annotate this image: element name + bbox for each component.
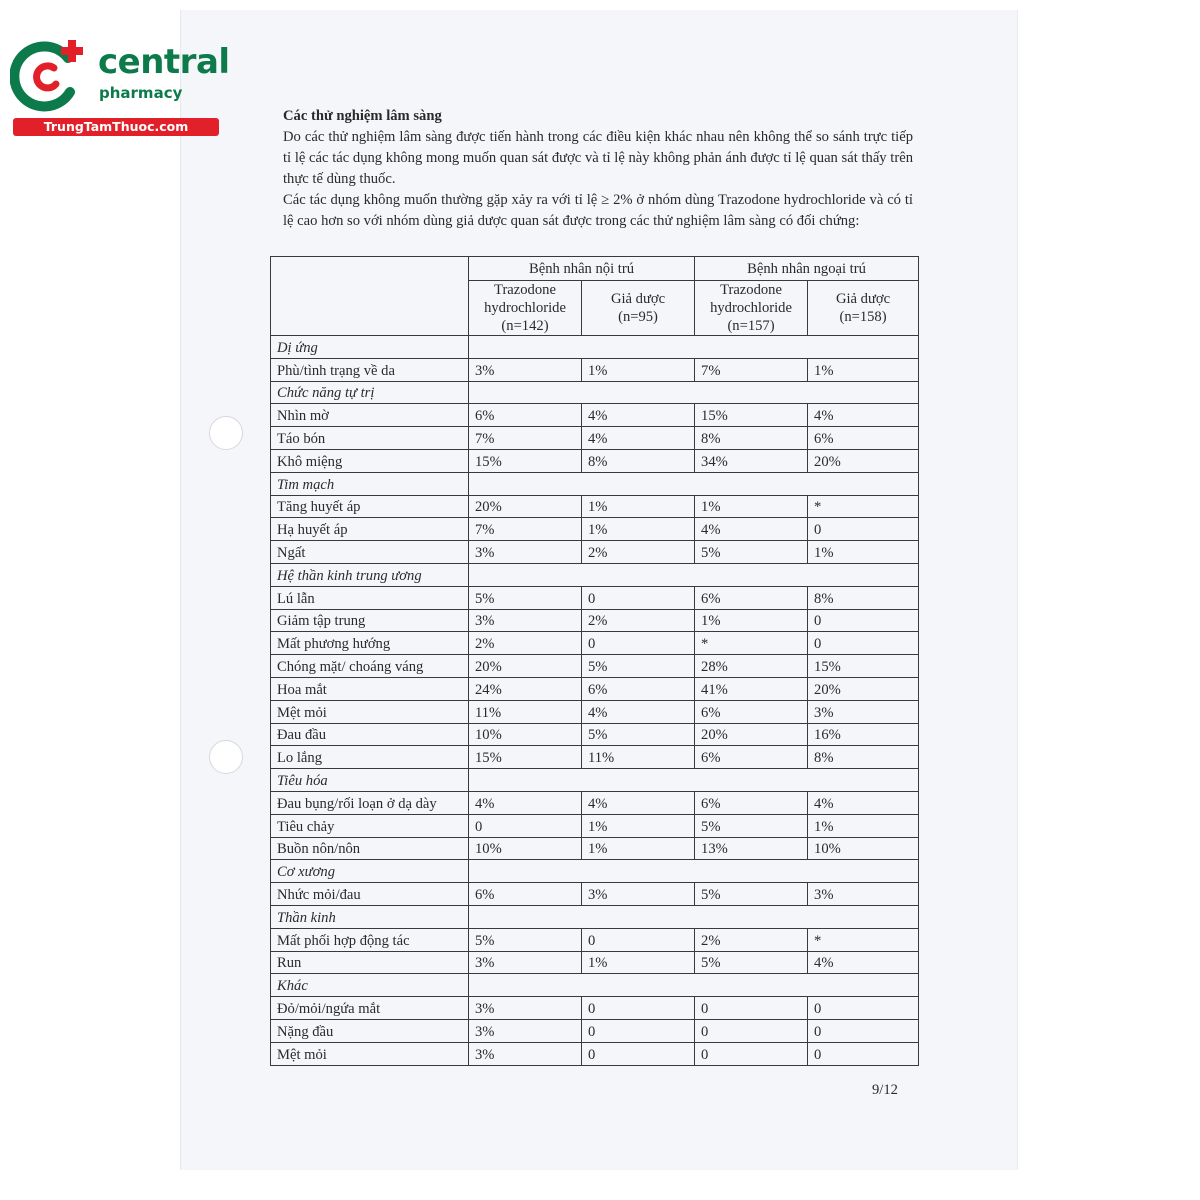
- effect-label-cell: Tăng huyết áp: [271, 495, 469, 518]
- rate-cell: 7%: [469, 427, 582, 450]
- rate-cell: 2%: [469, 632, 582, 655]
- effect-label-cell: Hạ huyết áp: [271, 518, 469, 541]
- header-outpatient-placebo: [808, 281, 919, 336]
- table-row: [271, 791, 919, 814]
- rate-cell: 0: [808, 997, 919, 1020]
- header-line: (n=95): [618, 309, 658, 325]
- rate-cell: 5%: [469, 586, 582, 609]
- rate-cell: 2%: [582, 541, 695, 564]
- rate-cell: 0: [582, 928, 695, 951]
- table-row: [271, 495, 919, 518]
- rate-cell: 0: [582, 1019, 695, 1042]
- rate-cell: 0: [808, 632, 919, 655]
- rate-cell: 6%: [808, 427, 919, 450]
- effect-label-cell: Đỏ/mỏi/ngứa mắt: [271, 997, 469, 1020]
- category-blank-cell: [469, 769, 919, 792]
- category-cell: Thần kinh: [271, 905, 469, 928]
- effect-label-cell: Phù/tình trạng về da: [271, 358, 469, 381]
- category-row: [271, 974, 919, 997]
- rate-cell: 1%: [808, 814, 919, 837]
- table-row: [271, 837, 919, 860]
- rate-cell: 10%: [469, 723, 582, 746]
- rate-cell: 5%: [695, 883, 808, 906]
- page-number: 9/12: [872, 1082, 898, 1098]
- category-blank-cell: [469, 472, 919, 495]
- effect-label-cell: Đau đầu: [271, 723, 469, 746]
- header-line: hydrochloride: [484, 300, 566, 316]
- rate-cell: 5%: [582, 655, 695, 678]
- category-cell: Tiêu hóa: [271, 769, 469, 792]
- rate-cell: 3%: [469, 541, 582, 564]
- rate-cell: 7%: [469, 518, 582, 541]
- header-group-outpatient: Bệnh nhân ngoại trú: [695, 257, 919, 281]
- rate-cell: 16%: [808, 723, 919, 746]
- rate-cell: 0: [695, 997, 808, 1020]
- table-row: [271, 951, 919, 974]
- table-row: [271, 928, 919, 951]
- effect-label-cell: Ngất: [271, 541, 469, 564]
- header-group-inpatient: Bệnh nhân nội trú: [469, 257, 695, 281]
- category-cell: Tim mạch: [271, 472, 469, 495]
- brand-website: TrungTamThuoc.com: [13, 118, 219, 136]
- rate-cell: 1%: [582, 518, 695, 541]
- rate-cell: 6%: [469, 404, 582, 427]
- pharmacy-cross-icon: [10, 38, 96, 116]
- header-inpatient-trazodone: [469, 281, 582, 336]
- rate-cell: 2%: [582, 609, 695, 632]
- header-line: Trazodone: [720, 282, 782, 298]
- rate-cell: 8%: [808, 746, 919, 769]
- rate-cell: 6%: [695, 746, 808, 769]
- rate-cell: 1%: [582, 358, 695, 381]
- rate-cell: 0: [582, 997, 695, 1020]
- rate-cell: 0: [582, 632, 695, 655]
- rate-cell: 6%: [469, 883, 582, 906]
- header-line: hydrochloride: [710, 300, 792, 316]
- rate-cell: 10%: [808, 837, 919, 860]
- rate-cell: 4%: [582, 427, 695, 450]
- rate-cell: 3%: [469, 951, 582, 974]
- rate-cell: 4%: [582, 700, 695, 723]
- effect-label-cell: Nhìn mờ: [271, 404, 469, 427]
- rate-cell: 4%: [582, 791, 695, 814]
- rate-cell: 5%: [469, 928, 582, 951]
- rate-cell: 1%: [582, 814, 695, 837]
- table-row: [271, 1019, 919, 1042]
- document-body: [283, 106, 913, 232]
- rate-cell: 1%: [582, 951, 695, 974]
- header-blank-cell: [271, 257, 469, 336]
- rate-cell: 8%: [808, 586, 919, 609]
- header-line: (n=142): [501, 318, 549, 334]
- table-row: [271, 632, 919, 655]
- central-pharmacy-logo: [10, 38, 230, 138]
- paragraph-table-intro: Các tác dụng không muốn thường gặp xảy ra với tỉ lệ ≥ 2% ở nhóm dùng Trazodone hydrochloride và có tỉ lệ cao hơn so với nhóm dùng giả dược quan sát được trong các thử nghiệm lâm sàng có đối chứng:: [283, 192, 913, 229]
- rate-cell: 4%: [808, 791, 919, 814]
- table-row: [271, 883, 919, 906]
- category-cell: Dị ứng: [271, 336, 469, 359]
- rate-cell: 0: [808, 609, 919, 632]
- rate-cell: 5%: [695, 814, 808, 837]
- rate-cell: 1%: [808, 358, 919, 381]
- table-row: [271, 677, 919, 700]
- brand-name: central: [98, 42, 230, 82]
- header-line: Trazodone: [494, 282, 556, 298]
- rate-cell: 8%: [582, 449, 695, 472]
- rate-cell: 28%: [695, 655, 808, 678]
- rate-cell: 3%: [469, 609, 582, 632]
- rate-cell: 20%: [808, 449, 919, 472]
- rate-cell: 3%: [582, 883, 695, 906]
- table-row: [271, 700, 919, 723]
- effect-label-cell: Tiêu chảy: [271, 814, 469, 837]
- effect-label-cell: Mất phương hướng: [271, 632, 469, 655]
- rate-cell: 0: [695, 1019, 808, 1042]
- rate-cell: 0: [582, 586, 695, 609]
- effect-label-cell: Mất phối hợp động tác: [271, 928, 469, 951]
- effect-label-cell: Giảm tập trung: [271, 609, 469, 632]
- rate-cell: 15%: [695, 404, 808, 427]
- table-row: [271, 427, 919, 450]
- rate-cell: 4%: [695, 518, 808, 541]
- table-row: [271, 723, 919, 746]
- table-header-row: [271, 257, 919, 281]
- category-row: [271, 563, 919, 586]
- brand-subtitle: pharmacy: [99, 84, 183, 102]
- table-row: [271, 1042, 919, 1065]
- section-heading: Các thử nghiệm lâm sàng: [283, 108, 442, 124]
- rate-cell: 11%: [469, 700, 582, 723]
- header-line: (n=157): [727, 318, 775, 334]
- category-row: [271, 905, 919, 928]
- rate-cell: 3%: [808, 700, 919, 723]
- rate-cell: 3%: [808, 883, 919, 906]
- rate-cell: *: [808, 928, 919, 951]
- rate-cell: *: [695, 632, 808, 655]
- effect-label-cell: Hoa mắt: [271, 677, 469, 700]
- rate-cell: 20%: [808, 677, 919, 700]
- header-line: Giả dược: [610, 291, 666, 307]
- rate-cell: 8%: [695, 427, 808, 450]
- rate-cell: 3%: [469, 997, 582, 1020]
- rate-cell: 20%: [469, 655, 582, 678]
- rate-cell: 20%: [695, 723, 808, 746]
- rate-cell: 41%: [695, 677, 808, 700]
- effect-label-cell: Lú lẫn: [271, 586, 469, 609]
- rate-cell: 1%: [582, 495, 695, 518]
- header-line: Giả dược: [835, 291, 891, 307]
- effect-label-cell: Chóng mặt/ choáng váng: [271, 655, 469, 678]
- category-row: [271, 472, 919, 495]
- punch-hole: [209, 416, 243, 450]
- table-row: [271, 358, 919, 381]
- effect-label-cell: Nặng đầu: [271, 1019, 469, 1042]
- rate-cell: 0: [808, 1042, 919, 1065]
- paragraph-intro: Do các thử nghiệm lâm sàng được tiến hành trong các điều kiện khác nhau nên không thể so sánh trực tiếp tỉ lệ các tác dụng không mong muốn quan sát được và tỉ lệ này không phản ánh được tỉ lệ quan sát thấy trên thực tế dùng thuốc.: [283, 129, 913, 187]
- punch-hole: [209, 740, 243, 774]
- rate-cell: 0: [695, 1042, 808, 1065]
- rate-cell: 4%: [808, 951, 919, 974]
- header-inpatient-placebo: [582, 281, 695, 336]
- rate-cell: 20%: [469, 495, 582, 518]
- rate-cell: 0: [808, 518, 919, 541]
- category-row: [271, 381, 919, 404]
- rate-cell: 0: [808, 1019, 919, 1042]
- category-blank-cell: [469, 381, 919, 404]
- rate-cell: 15%: [808, 655, 919, 678]
- category-row: [271, 769, 919, 792]
- rate-cell: 6%: [582, 677, 695, 700]
- rate-cell: 24%: [469, 677, 582, 700]
- rate-cell: 3%: [469, 358, 582, 381]
- rate-cell: 10%: [469, 837, 582, 860]
- header-outpatient-trazodone: [695, 281, 808, 336]
- category-blank-cell: [469, 860, 919, 883]
- category-cell: Hệ thần kinh trung ương: [271, 563, 469, 586]
- rate-cell: 0: [582, 1042, 695, 1065]
- rate-cell: 1%: [582, 837, 695, 860]
- rate-cell: 3%: [469, 1042, 582, 1065]
- rate-cell: 0: [469, 814, 582, 837]
- category-row: [271, 860, 919, 883]
- rate-cell: 4%: [469, 791, 582, 814]
- rate-cell: 7%: [695, 358, 808, 381]
- category-cell: Cơ xương: [271, 860, 469, 883]
- header-line: (n=158): [839, 309, 887, 325]
- effect-label-cell: Run: [271, 951, 469, 974]
- rate-cell: 2%: [695, 928, 808, 951]
- rate-cell: 5%: [582, 723, 695, 746]
- category-cell: Khác: [271, 974, 469, 997]
- rate-cell: 4%: [808, 404, 919, 427]
- category-blank-cell: [469, 905, 919, 928]
- table-row: [271, 609, 919, 632]
- rate-cell: 4%: [582, 404, 695, 427]
- effect-label-cell: Mệt mỏi: [271, 700, 469, 723]
- category-blank-cell: [469, 563, 919, 586]
- effect-label-cell: Táo bón: [271, 427, 469, 450]
- rate-cell: 13%: [695, 837, 808, 860]
- rate-cell: 11%: [582, 746, 695, 769]
- table-row: [271, 814, 919, 837]
- rate-cell: 3%: [469, 1019, 582, 1042]
- table-row: [271, 655, 919, 678]
- effect-label-cell: Mệt mỏi: [271, 1042, 469, 1065]
- category-blank-cell: [469, 336, 919, 359]
- effect-label-cell: Khô miệng: [271, 449, 469, 472]
- table-row: [271, 449, 919, 472]
- category-blank-cell: [469, 974, 919, 997]
- effect-label-cell: Đau bụng/rối loạn ở dạ dày: [271, 791, 469, 814]
- rate-cell: 1%: [695, 495, 808, 518]
- rate-cell: 1%: [808, 541, 919, 564]
- effect-label-cell: Buồn nôn/nôn: [271, 837, 469, 860]
- category-cell: Chức năng tự trị: [271, 381, 469, 404]
- category-row: [271, 336, 919, 359]
- effect-label-cell: Lo lắng: [271, 746, 469, 769]
- table-row: [271, 541, 919, 564]
- rate-cell: 15%: [469, 449, 582, 472]
- rate-cell: 6%: [695, 791, 808, 814]
- rate-cell: 5%: [695, 951, 808, 974]
- rate-cell: 1%: [695, 609, 808, 632]
- table-row: [271, 404, 919, 427]
- rate-cell: 6%: [695, 700, 808, 723]
- effect-label-cell: Nhức mỏi/đau: [271, 883, 469, 906]
- table-row: [271, 746, 919, 769]
- rate-cell: 34%: [695, 449, 808, 472]
- adverse-effects-table: [270, 256, 919, 1066]
- rate-cell: 5%: [695, 541, 808, 564]
- rate-cell: 6%: [695, 586, 808, 609]
- rate-cell: 15%: [469, 746, 582, 769]
- table-row: [271, 518, 919, 541]
- table-row: [271, 997, 919, 1020]
- rate-cell: *: [808, 495, 919, 518]
- table-row: [271, 586, 919, 609]
